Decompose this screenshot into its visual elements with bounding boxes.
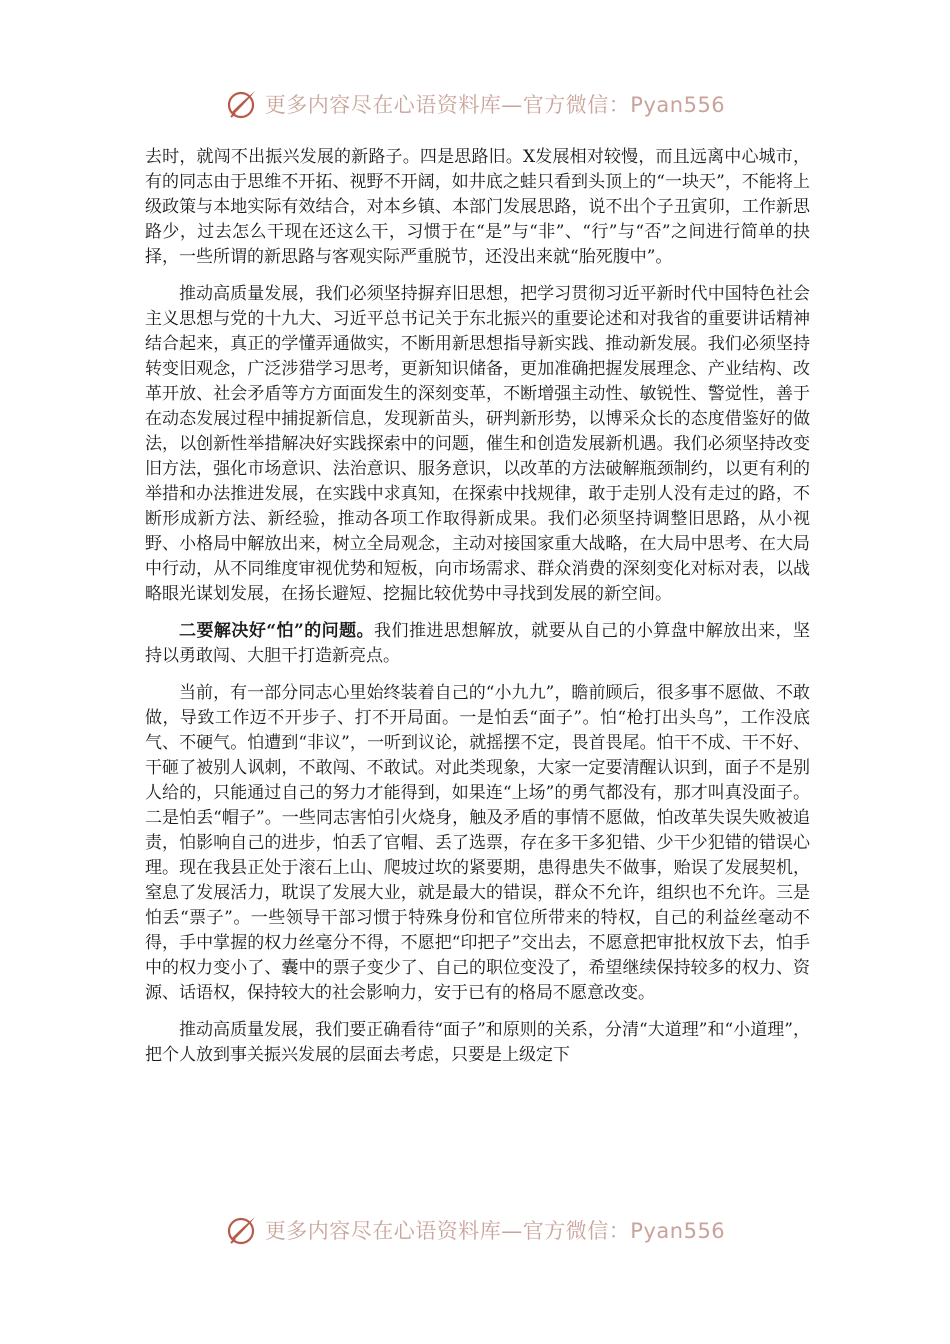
quill-logo-icon [225, 1213, 259, 1247]
quill-logo-icon [225, 87, 259, 121]
footer-watermark-text: 更多内容尽在心语资料库—官方微信：Pyan556 [264, 1219, 726, 1243]
paragraph-2: 推动高质量发展，我们必须坚持摒弃旧思想，把学习贯彻习近平新时代中国特色社会主义思想与党的十九大、习近平总书记关于东北振兴的重要论述和对我省的重要讲话精神结合起来，真正的学懂弄通做实，不断用新思想指导新实践、推动新发展。我们必须坚持转变旧观念，广泛涉猎学习思考，更新知识储备，更加准确把握发展理念、产业结构、改革开放、社会矛盾等方方面面发生的深刻变革，不断增强主动性、敏锐性、警觉性，善于在动态发展过程中捕捉新信息，发现新苗头，研判新形势，以博采众长的态度借鉴好的做法，以创新性举措解决好实践探索中的问题，催生和创造发展新机遇。我们必须坚持改变旧方法，强化市场意识、法治意识、服务意识，以改革的方法破解瓶颈制约，以更有利的举措和办法推进发展，在实践中求真知，在探索中找规律，敢于走别人没有走过的路，不断形成新方法、新经验，推动各项工作取得新成果。我们必须坚持调整旧思路，从小视野、小格局中解放出来，树立全局观念，主动对接国家重大战略，在大局中思考、在大局中行动，从不同维度审视优势和短板，向市场需求、群众消费的深刻变化对标对表，以战略眼光谋划发展，在扬长避短、挖掘比较优势中寻找到发展的新空间。 [145, 284, 810, 604]
paragraph-1: 去时，就闯不出振兴发展的新路子。四是思路旧。X发展相对较慢，而且远离中心城市，有的同志由于思维不开拓、视野不开阔，如井底之蛙只看到头顶上的“一块天”，不能将上级政策与本地实际有效结合，对本乡镇、本部门发展思路，说不出个子丑寅卯，工作新思路少，过去怎么干现在还这么干，习惯于在“是”与“非”、“行”与“否”之间进行简单的抉择，一些所谓的新思路与客观实际严重脱节，还没出来就“胎死腹中”。 [145, 147, 810, 267]
header-watermark [0, 84, 950, 124]
paragraph-4: 当前，有一部分同志心里始终装着自己的“小九九”，瞻前顾后，很多事不愿做、不敢做，导致工作迈不开步子、打不开局面。一是怕丢“面子”。怕“枪打出头鸟”，工作没底气、不硬气。怕遭到“非议”，一听到议论，就摇摆不定，畏首畏尾。怕干不成、干不好、干砸了被别人讽刺，不敢闯、不敢试。对此类现象，大家一定要清醒认识到，面子不是别人给的，只能通过自己的努力才能得到，如果连“上场”的勇气都没有，那才叫真没面子。二是怕丢“帽子”。一些同志害怕引火烧身，触及矛盾的事情不愿做，怕改革失误失败被追责，怕影响自己的进步，怕丢了官帽、丢了选票，存在多干多犯错、少干少犯错的错误心理。现在我县正处于滚石上山、爬坡过坎的紧要期，患得患失不做事，贻误了发展契机，窒息了发展活力，耽误了发展大业，就是最大的错误，群众不允许，组织也不允许。三是怕丢“票子”。一些领导干部习惯于特殊身份和官位所带来的特权，自己的利益丝毫动不得，手中掌握的权力丝毫分不得，不愿把“印把子”交出去，不愿意把审批权放下去，怕手中的权力变小了、囊中的票子变少了、自己的职位变没了，希望继续保持较多的权力、资源、话语权，保持较大的社会影响力，安于已有的格局不愿意改变。 [145, 683, 810, 1003]
paragraph-5: 推动高质量发展，我们要正确看待“面子”和原则的关系，分清“大道理”和“小道理”，把个人放到事关振兴发展的层面去考虑，只要是上级定下 [145, 1020, 810, 1065]
paragraph-3: 二要解决好“怕”的问题。我们推进思想解放，就要从自己的小算盘中解放出来，坚持以勇敢闯、大胆干打造新亮点。 [145, 621, 811, 666]
header-watermark-text: 更多内容尽在心语资料库—官方微信：Pyan556 [264, 93, 726, 117]
section-heading: 二要解决好“怕”的问题。 [179, 621, 375, 641]
document-body [145, 145, 810, 1080]
footer-watermark [0, 1210, 950, 1250]
